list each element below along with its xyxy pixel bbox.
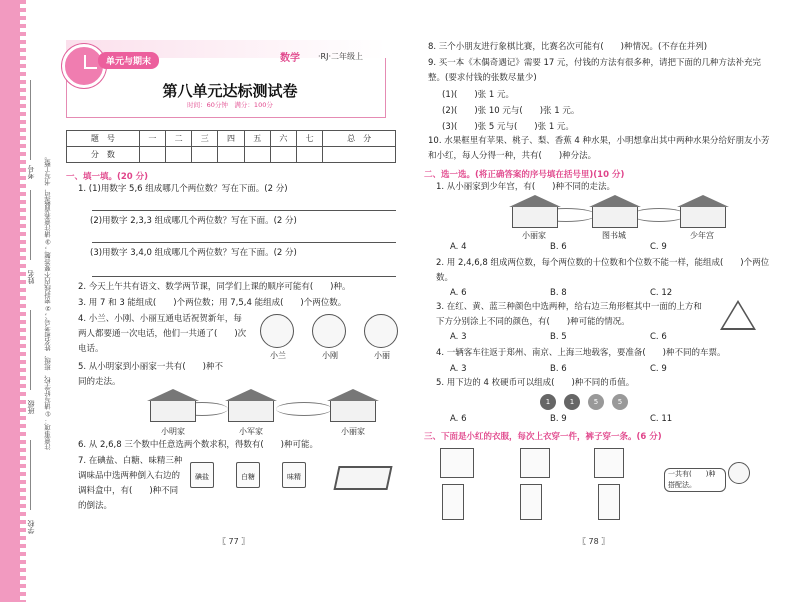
option[interactable]: C. 9 (650, 242, 667, 252)
binding-strip (0, 0, 62, 602)
score-cell: 分 数 (67, 147, 140, 163)
house-icon (228, 400, 274, 422)
score-table (66, 130, 396, 163)
coin-icon: 1 (540, 394, 556, 410)
option[interactable]: A. 6 (450, 414, 467, 424)
road-path (276, 402, 332, 416)
triangle-frame-icon (720, 300, 756, 330)
question-8: 8. 三个小朋友进行象棋比赛，比赛名次可能有( )种情况。(不存在并列) (428, 42, 708, 52)
answer-line[interactable] (92, 210, 396, 211)
section-3-heading: 三、下面是小红的衣服，每次上衣穿一件，裤子穿一条。(6 分) (424, 432, 662, 442)
question-9: 9. 买一本《木偶奇遇记》需要 17 元，付钱的方法有很多种，请把下面的几种方法补充完整。(要求付钱的张数尽量少) (428, 58, 762, 83)
salt-jar-icon: 碘盐 (190, 462, 214, 488)
library-icon (592, 206, 638, 228)
school-line (30, 440, 31, 510)
score-input-cell[interactable] (270, 147, 296, 163)
house-icon (150, 400, 196, 422)
trousers-icon (442, 484, 464, 520)
score-input-cell[interactable] (165, 147, 191, 163)
msg-jar-icon: 味精 (282, 462, 306, 488)
score-input-cell[interactable] (192, 147, 218, 163)
coin-icon: 5 (612, 394, 628, 410)
score-cell: 五 (244, 131, 270, 147)
question-2: 2. 今天上午共有语文、数学两节课，同学们上课的顺序可能有( )种。 (78, 282, 351, 292)
section-1-heading: 一、填一填。(20 分) (66, 172, 149, 182)
score-input-cell[interactable] (244, 147, 270, 163)
girl-phone-icon (364, 314, 398, 348)
choice-3: 3. 在红、黄、蓝三种颜色中选两种，给右边三角形框其中一面的上方和下方分别涂上不同的颜色，有( )种可能的情况。 (436, 302, 702, 327)
choice-5: 5. 用下边的 4 枚硬币可以组成( )种不同的币值。 (436, 378, 635, 388)
id-label: 考号 (27, 165, 35, 179)
option[interactable]: A. 3 (450, 364, 467, 374)
jacket-icon (440, 448, 474, 478)
score-header-row (67, 131, 396, 147)
page-number-left: 〖 77 〗 (218, 537, 250, 546)
answer-line[interactable] (92, 242, 396, 243)
option[interactable]: A. 6 (450, 288, 467, 298)
seasoning-box-icon (333, 466, 392, 490)
option[interactable]: C. 12 (650, 288, 673, 298)
question-9-3: (3)( )张 5 元与( )张 1 元。 (442, 122, 574, 132)
score-input-cell[interactable] (297, 147, 323, 163)
coin-icon: 5 (588, 394, 604, 410)
notes-text: 注意事项：①请写好学校、班级、姓名和考号；②密封线内不要答题；③请注意卷面整洁，书写工整。 (44, 153, 52, 450)
question-6: 6. 从 2,6,8 三个数中任意选两个数求积，得数有( )种可能。 (78, 440, 318, 450)
binding-band (0, 0, 20, 602)
section-2-heading: 二、选一选。(将正确答案的序号填在括号里)(10 分) (424, 170, 625, 180)
page-number-right: 〖 78 〗 (578, 537, 610, 546)
score-cell: 七 (297, 131, 323, 147)
score-cell: 题 号 (67, 131, 140, 147)
score-value-row (67, 147, 396, 163)
sweater-icon (520, 448, 550, 478)
question-9-1: (1)( )张 1 元。 (442, 90, 514, 100)
option[interactable]: B. 8 (550, 288, 567, 298)
exam-title: 第八单元达标测试卷 (162, 82, 298, 100)
place-label: 少年宫 (690, 231, 714, 240)
trousers-icon (520, 484, 542, 520)
question-1-3: (3)用数字 3,4,0 组成哪几个两位数？写在下面。(2 分) (90, 248, 297, 258)
exam-info: 时间：60分钟 满分：100分 (187, 101, 273, 109)
question-1-1: 1. (1)用数字 5,6 组成哪几个两位数？写在下面。(2 分) (78, 184, 288, 194)
road-path (632, 208, 686, 222)
question-1-2: (2)用数字 2,3,3 组成哪几个两位数？写在下面。(2 分) (90, 216, 297, 226)
place-label: 小军家 (239, 427, 263, 436)
place-label: 小明家 (161, 427, 185, 436)
choice-4: 4. 一辆客车往返于郑州、南京、上海三地载客，要准备( )种不同的车票。 (436, 348, 726, 358)
boy-phone-icon (312, 314, 346, 348)
answer-line[interactable] (92, 276, 396, 277)
school-label: 学校 (27, 520, 35, 534)
class-line (30, 310, 31, 390)
place-label: 小丽家 (522, 231, 546, 240)
coin-icon: 1 (564, 394, 580, 410)
choice-1: 1. 从小丽家到少年宫，有( )种不同的走法。 (436, 182, 615, 192)
id-line (30, 80, 31, 160)
option[interactable]: C. 9 (650, 364, 667, 374)
house-icon (512, 206, 558, 228)
option[interactable]: A. 3 (450, 332, 467, 342)
unit-tag: 单元与期末 (98, 52, 159, 69)
caller-name: 小刚 (322, 351, 338, 360)
trousers-icon (598, 484, 620, 520)
name-line (30, 190, 31, 260)
sugar-jar-icon: 白糖 (236, 462, 260, 488)
class-label: 班级 (27, 400, 35, 414)
place-label: 小丽家 (341, 427, 365, 436)
question-10: 10. 水果框里有苹果、桃子、梨、香蕉 4 种水果，小明想拿出其中两种水果分给好朋友小芳和小红，每人分得一种，共有( )种分法。 (428, 136, 770, 161)
score-input-cell[interactable] (218, 147, 244, 163)
score-cell: 二 (165, 131, 191, 147)
girl-icon (728, 462, 750, 484)
option[interactable]: B. 6 (550, 364, 567, 374)
option[interactable]: B. 9 (550, 414, 567, 424)
caller-name: 小丽 (374, 351, 390, 360)
choice-2: 2. 用 2,4,6,8 组成两位数，每个两位数的十位数和个位数不能一样，能组成( )个两位数。 (436, 258, 770, 283)
question-4: 4. 小兰、小刚、小丽互通电话祝贺新年，每两人都要通一次电话，他们一共通了( )次电话。 (78, 314, 247, 354)
score-cell: 四 (218, 131, 244, 147)
caller-name: 小兰 (270, 351, 286, 360)
place-label: 图书城 (602, 231, 626, 240)
house-icon (330, 400, 376, 422)
girl-phone-icon (260, 314, 294, 348)
speech-bubble: 一共有( )种搭配法。 (664, 468, 726, 492)
option[interactable]: C. 11 (650, 414, 673, 424)
score-cell: 六 (270, 131, 296, 147)
option[interactable]: B. 6 (550, 242, 567, 252)
question-7: 7. 在碘盐、白糖、味精三种调味品中选两种倒入右边的调料盒中，有( )种不同的倒法。 (78, 456, 183, 511)
subject-label: 数学 (280, 53, 300, 64)
score-input-cell[interactable] (323, 147, 396, 163)
option[interactable]: A. 4 (450, 242, 467, 252)
question-9-2: (2)( )张 10 元与( )张 1 元。 (442, 106, 580, 116)
youth-palace-icon (680, 206, 726, 228)
question-3: 3. 用 7 和 3 能组成( )个两位数；用 7,5,4 能组成( )个两位数。 (78, 298, 347, 308)
option[interactable]: B. 5 (550, 332, 567, 342)
option[interactable]: C. 6 (650, 332, 667, 342)
shirt-icon (594, 448, 624, 478)
score-input-cell[interactable] (139, 147, 165, 163)
name-label: 姓名 (27, 270, 35, 284)
score-cell: 三 (192, 131, 218, 147)
question-5: 5. 从小明家到小丽家一共有( )种不同的走法。 (78, 362, 223, 387)
grade-label: ·RJ·二年级上 (318, 52, 364, 61)
score-cell: 总 分 (323, 131, 396, 147)
score-cell: 一 (139, 131, 165, 147)
